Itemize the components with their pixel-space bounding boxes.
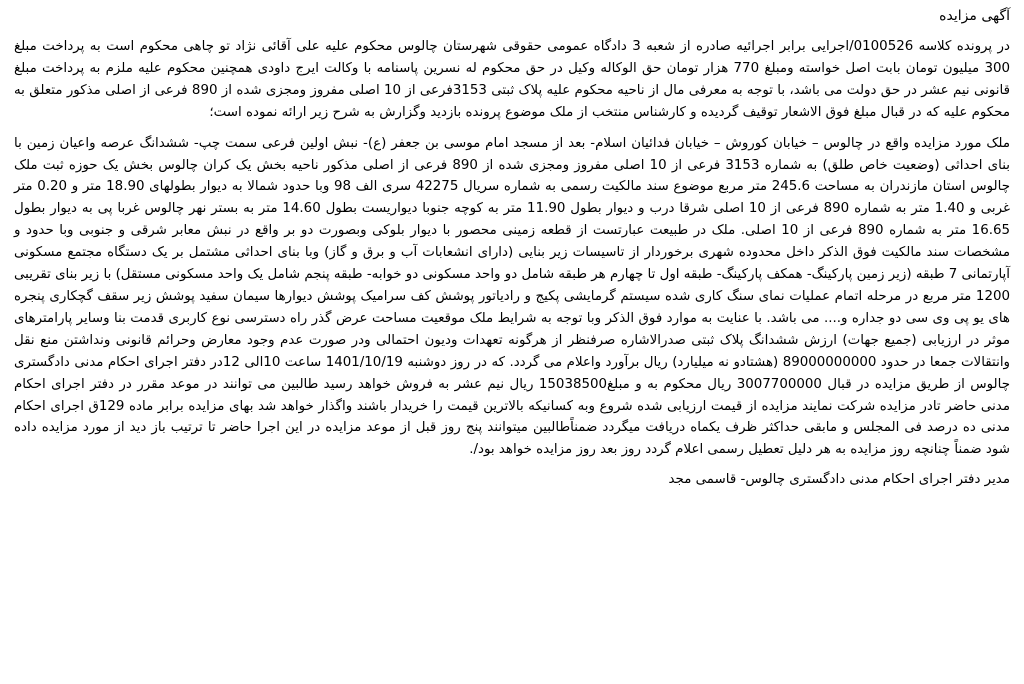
notice-paragraph-case: در پرونده کلاسه 0100526/اجرایی برابر اجرائیه صادره از شعبه 3 دادگاه عمومی حقوقی شهرستان چالوس محکوم علیه علی آقائی نژاد تو چاهی محکوم است به پرداخت مبلغ 300 میلیون تومان بابت اصل خواسته ومبلغ 770 هزار تومان حق الوکاله وکیل در حق محکوم له نسرین پاسنامه با وکالت ایرج داودی همچنین محکوم علیه ملزم به پرداخت مبلغ قانونی نیم عشر در حق دولت می باشد، با توجه به معرفی مال از ناحیه محکوم علیه پلاک ثبتی 3153فرعی از 10 اصلی مفروز ومجزی شده از 890 فرعی از اصلی مذکور متعلق به محکوم علیه که در قبال مبلغ فوق الاشعار توقیف گردیده و کارشناس منتخب از ملک موضوع پرونده بازدید وگزارش به شرح زیر ارائه نموده است؛ (14, 39, 1010, 120)
notice-signature: مدیر دفتر اجرای احکام مدنی دادگستری چالوس- قاسمی مجد (668, 472, 1010, 488)
notice-paragraph-property: ملک مورد مزایده واقع در چالوس – خیابان کوروش – خیابان فدائیان اسلام- بعد از مسجد امام موسی بن جعفر (ع)- نبش اولین فرعی سمت چپ- ششدانگ عرصه واعیان زمین با بنای احداثی (وضعیت خاص طلق) به شماره 3153 فرعی از 10 اصلی مفروز ومجزی شده از 890 فرعی از اصلی مذکور ناحیه بخش یک کران چالوس بخش یک حوزه ثبت ملک چالوس استان مازندران به مساحت 245.6 متر مربع موضوع سند مالکیت رسمی به شماره سریال 42275 سری الف 98 وبا حدود شمالا به دیوار بطولهای 18.90 متر و 0.20 متر غربی و 1.40 متر به شماره 890 فرعی از 10 اصلی شرقا درب و دیوار بطول 11.90 متر به کوچه جنوبا دیواریست بطول 14.60 متر به بستر نهر چالوس غربا پی به دیوار بطول 16.65 متر به شماره 890 فرعی از 10 اصلی. ملک در طبیعت عبارتست از قطعه زمینی محصور با دیوار بلوکی وبصورت دو بر واقع در نبش معابر شرقی و جنوبی وبا حدود و مشخصات سند مالکیت فوق الذکر داخل محدوده شهری برخوردار از تاسیسات زیر بنایی (دارای انشعابات آب و برق و گاز) وبا بنای احداثی مشتمل بر یک دستگاه مجتمع مسکونی آپارتمانی 7 طبقه (زیر زمین پارکینگ- همکف پارکینگ- طبقه اول تا چهارم هر طبقه شامل دو واحد مسکونی دو خوابه- طبقه پنجم شامل یک واحد مسکونی مستقل) با زیر بنای تقریبی 1200 متر مربع در مرحله اتمام عملیات نمای سنگ کاری شده سیستم گرمایشی پکیج و رادیاتور پوشش کف سرامیک پوشش دیوارها سیمان سفید پوشش زیر سقف گچکاری پنجره های یو پی وی سی دو جداره و.... می باشد. با عنایت به موارد فوق الذکر وبا توجه به شرایط ملک موقعیت مساحت عرض گذر راه دسترسی نوع کاربری قدمت بنا وسایر پارامترهای موثر در ارزیابی (جمیع جهات) ارزش ششدانگ پلاک ثبتی صدرالاشاره صرفنظر از هرگونه تعهدات ودیون احتمالی ودر صورت عدم وجود معارض وحرائم قانونی ونداشتن منع نقل وانتقالات جمعا در حدود 89000000000 (هشتادو نه میلیارد) ریال برآورد واعلام می گردد. که در روز دوشنبه 1401/10/19 ساعت 10الی 12در دفتر اجرای احکام مدنی دادگستری چالوس از طریق مزایده در قبال 3007700000 ریال محکوم به و مبلغ15038500 ریال نیم عشر به فروش خواهد رسید طالبین می توانند در موعد مقرر در دفتر اجرای احکام مدنی حاضر تادر مزایده شرکت نمایند مزایده از قیمت ارزیابی شده شروع وبه کسانیکه بالاترین قیمت را خریدار باشند واگذار خواهد شد بهای مزایده برابر ماده 129ق اجرای احکام مدنی ده درصد فی المجلس و مابقی حداکثر ظرف یکماه دریافت میگردد ضمناًطالبین میتوانند پنج روز قبل از موعد مزایده در این اجرا حاضر تا ترتیب باز دید از مورد مزایده داده شود ضمناً چنانچه روز مزایده به هر دلیل تعطیل رسمی اعلام گردد روز بعد روز مزایده خواهد بود/. (14, 135, 1011, 458)
notice-title: آگهی مزایده (939, 8, 1010, 24)
